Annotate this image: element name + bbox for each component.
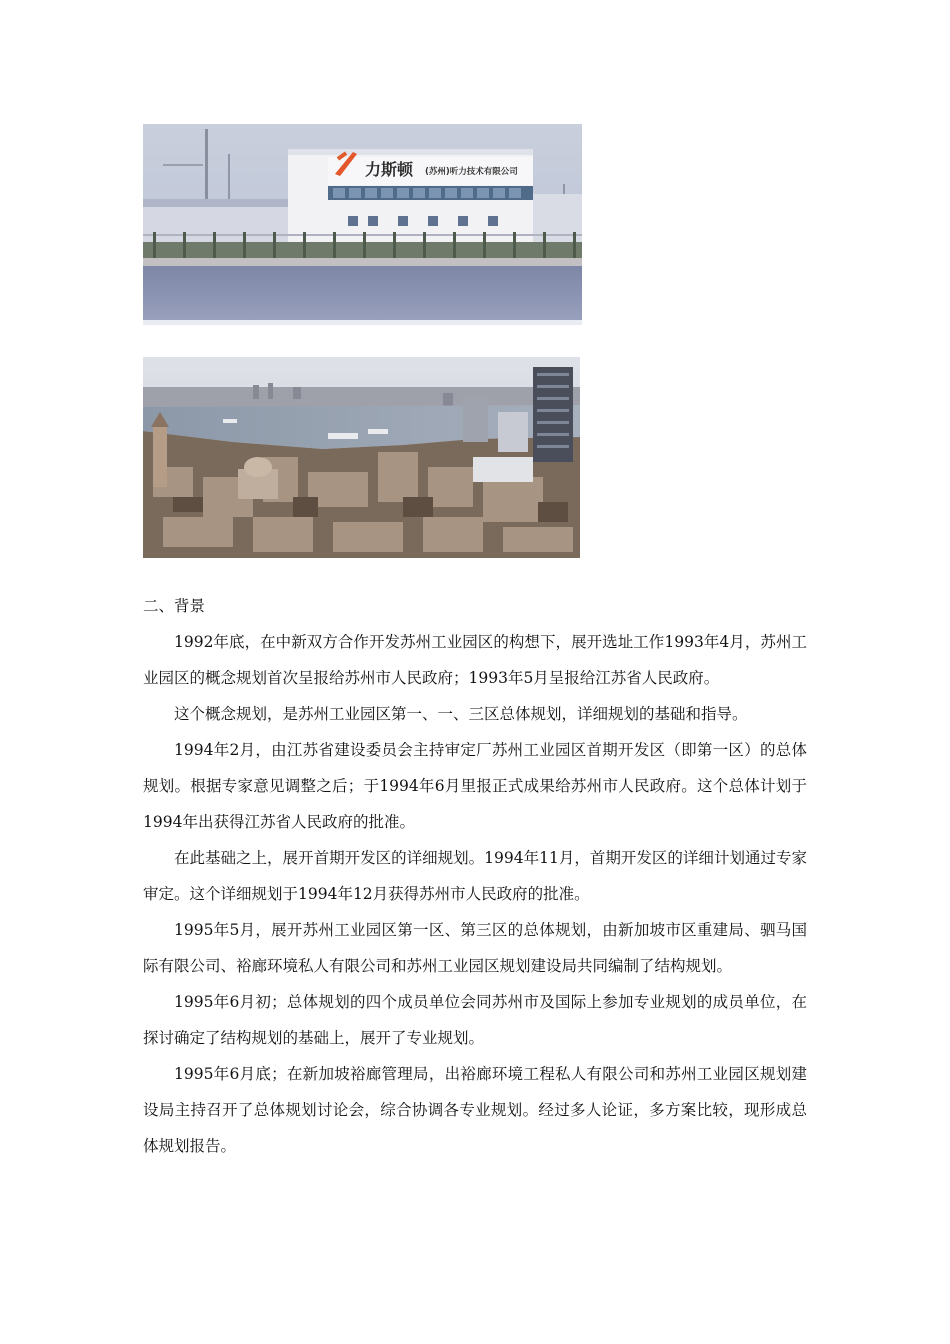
paragraph-7: 1995年6月底；在新加坡裕廊管理局，出裕廊环境工程私人有限公司和苏州工业园区规划建设局主持召开了总体规划讨论会，综合协调各专业规划。经过多人论证，多方案比较，现形成总体规划报告。 <box>143 1065 807 1155</box>
paragraph-5: 1995年5月，展开苏州工业园区第一区、第三区的总体规划，由新加坡市区重建局、驷马国际有限公司、裕廊环境私人有限公司和苏州工业园区规划建设局共同编制了结构规划。 <box>143 921 807 975</box>
section-heading: 二、背景 <box>143 597 206 615</box>
factory-sign-sub: (苏州)听力技术有限公司 <box>425 167 518 177</box>
paragraph-3: 1994年2月，由江苏省建设委员会主持审定厂苏州工业园区首期开发区（即第一区）的总体规划。根据专家意见调整之后；于1994年6月里报正式成果给苏州市人民政府。这个总体计划于1994年出获得江苏省人民政府的批准。 <box>143 741 807 831</box>
factory-building-photo <box>143 124 582 325</box>
factory-sign-main: 力斯顿 <box>365 160 414 179</box>
city-river-photo <box>143 357 580 558</box>
paragraph-1: 1992年底，在中新双方合作开发苏州工业园区的构想下，展开选址工作1993年4月，苏州工业园区的概念规划首次呈报给苏州市人民政府；1993年5月呈报给江苏省人民政府。 <box>143 633 807 687</box>
paragraph-6: 1995年6月初；总体规划的四个成员单位会同苏州市及国际上参加专业规划的成员单位，在探讨确定了结构规划的基础上，展开了专业规划。 <box>143 993 807 1047</box>
paragraph-4: 在此基础之上，展开首期开发区的详细规划。1994年11月，首期开发区的详细计划通过专家审定。这个详细规划于1994年12月获得苏州市人民政府的批准。 <box>143 849 807 903</box>
background-section <box>143 588 807 1164</box>
paragraph-2: 这个概念规划，是苏州工业园区第一、一、三区总体规划，详细规划的基础和指导。 <box>174 705 748 723</box>
